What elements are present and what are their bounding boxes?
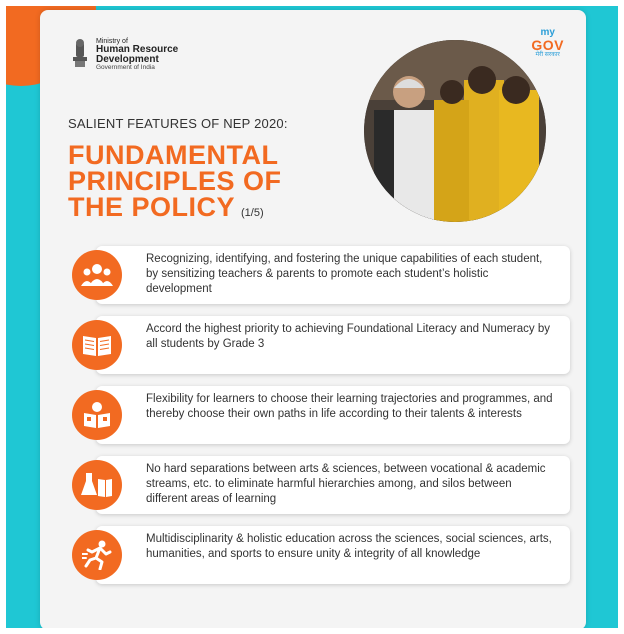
ministry-line2: Human Resource xyxy=(96,44,179,55)
feature-item xyxy=(60,246,570,304)
emblem-icon xyxy=(70,39,90,71)
flask-book-icon xyxy=(72,460,122,510)
feature-item xyxy=(60,386,570,444)
ministry-text xyxy=(96,38,178,72)
ministry-logo xyxy=(70,38,178,72)
mygov-logo xyxy=(531,28,564,58)
feature-text: Accord the highest priority to achieving Foundational Literacy and Numeracy by all students by Grade 3 xyxy=(146,323,550,350)
poster-frame xyxy=(6,6,618,628)
feature-text: No hard separations between arts & sciences, between vocational & academic streams, etc. to eliminate harmful hierarchies among, and silos between different areas of learning xyxy=(146,463,546,505)
title-line1: FUNDAMENTAL xyxy=(68,140,279,170)
poster-card xyxy=(40,10,586,628)
feature-text: Multidisciplinarity & holistic education across the sciences, social sciences, arts, humanities, and sports to ensure unity & integrity of all knowledge xyxy=(146,533,552,560)
mygov-gov: GOV xyxy=(531,37,564,53)
part-indicator: (1/5) xyxy=(241,207,264,219)
ministry-line3: Development xyxy=(96,54,159,65)
students-photo-illustration xyxy=(364,40,546,222)
features-list xyxy=(60,246,570,596)
mygov-tagline: मेरी सरकार xyxy=(535,52,560,58)
open-book-icon xyxy=(72,320,122,370)
reader-icon xyxy=(72,390,122,440)
title-line2: PRINCIPLES OF xyxy=(68,166,282,196)
feature-item xyxy=(60,526,570,584)
group-icon xyxy=(72,250,122,300)
ministry-line4: Government of India xyxy=(96,64,155,71)
page-title xyxy=(68,142,282,226)
feature-item xyxy=(60,316,570,374)
students-photo xyxy=(364,40,546,222)
feature-item xyxy=(60,456,570,514)
ministry-line1: Ministry of xyxy=(96,38,128,45)
title-line3: THE POLICY xyxy=(68,192,236,222)
salient-heading: SALIENT FEATURES OF NEP 2020: xyxy=(68,116,288,131)
mygov-my: my xyxy=(540,27,555,38)
runner-icon xyxy=(72,530,122,580)
feature-text: Flexibility for learners to choose their learning trajectories and programmes, and thereby choose their own paths in life according to their talents & interests xyxy=(146,393,553,420)
feature-text: Recognizing, identifying, and fostering the unique capabilities of each student, by sensitizing teachers & parents to promote each student’s holistic development xyxy=(146,253,543,295)
